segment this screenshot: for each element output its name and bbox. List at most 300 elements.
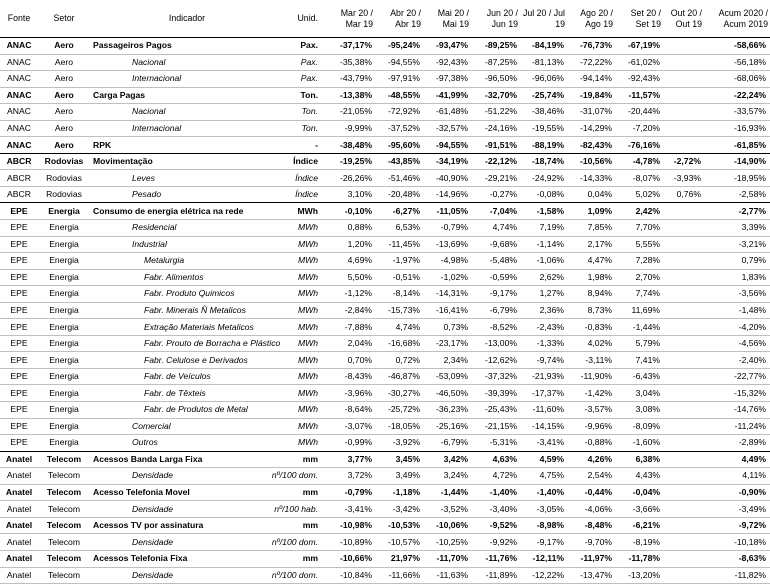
cell-value: -94,14% [567, 71, 615, 88]
cell-acum: 1,83% [710, 269, 770, 286]
cell-unidade: MWh [266, 203, 326, 220]
cell-unidade: Índice [266, 186, 326, 203]
cell-value: -95,24% [375, 38, 423, 55]
table-row [0, 170, 770, 187]
cell-setor: Rodovias [38, 170, 90, 187]
cell-value [663, 319, 704, 336]
cell-value: -25,16% [423, 418, 471, 435]
cell-value: -22,12% [471, 153, 520, 170]
cell-setor: Telecom [38, 501, 90, 518]
cell-value: -9,99% [326, 120, 375, 137]
cell-value: -7,88% [326, 319, 375, 336]
cell-fonte: ANAC [0, 54, 38, 71]
cell-indicador: Internacional [90, 71, 266, 88]
cell-value: -11,63% [423, 567, 471, 584]
header-ago: Ago 20 / Ago 19 [567, 0, 615, 38]
cell-value: -48,55% [375, 87, 423, 104]
cell-unidade: MWh [266, 286, 326, 303]
cell-value: -4,78% [615, 153, 663, 170]
cell-value: -43,79% [326, 71, 375, 88]
cell-value: -10,53% [375, 517, 423, 534]
table-row [0, 286, 770, 303]
cell-value: -18,05% [375, 418, 423, 435]
cell-value: -8,43% [326, 368, 375, 385]
cell-value [663, 435, 704, 452]
cell-value: 0,73% [423, 319, 471, 336]
cell-indicador: Pesado [90, 186, 266, 203]
cell-value [663, 501, 704, 518]
cell-value: -13,38% [326, 87, 375, 104]
cell-value: -31,07% [567, 104, 615, 121]
cell-unidade: MWh [266, 269, 326, 286]
cell-setor: Energia [38, 253, 90, 270]
cell-value [663, 54, 704, 71]
cell-value [663, 203, 704, 220]
cell-value: -13,00% [471, 335, 520, 352]
cell-value: 3,42% [423, 451, 471, 468]
cell-setor: Aero [38, 120, 90, 137]
table-row [0, 220, 770, 237]
cell-value: -21,15% [471, 418, 520, 435]
cell-value: -0,08% [520, 186, 567, 203]
cell-value: -14,31% [423, 286, 471, 303]
cell-setor: Energia [38, 385, 90, 402]
cell-setor: Aero [38, 54, 90, 71]
cell-value: -8,07% [615, 170, 663, 187]
cell-fonte: ANAC [0, 38, 38, 55]
cell-value: 4,74% [375, 319, 423, 336]
cell-value: -21,93% [520, 368, 567, 385]
cell-indicador: Acessos Telefonia Fixa [90, 550, 266, 567]
cell-value: -0,10% [326, 203, 375, 220]
cell-value [663, 137, 704, 154]
cell-value: 2,54% [567, 468, 615, 485]
cell-setor: Telecom [38, 534, 90, 551]
header-unidade: Unid. [266, 0, 326, 38]
cell-value: -15,73% [375, 302, 423, 319]
cell-value: -5,31% [471, 435, 520, 452]
cell-value: -3,52% [423, 501, 471, 518]
cell-value: -0,83% [567, 319, 615, 336]
cell-value: -0,99% [326, 435, 375, 452]
cell-value: -19,55% [520, 120, 567, 137]
cell-acum: 4,49% [710, 451, 770, 468]
cell-value: -53,09% [423, 368, 471, 385]
cell-value: 3,08% [615, 402, 663, 419]
table-row [0, 567, 770, 584]
cell-value: -96,06% [520, 71, 567, 88]
cell-value: -7,20% [615, 120, 663, 137]
cell-value: -8,98% [520, 517, 567, 534]
cell-value: 7,28% [615, 253, 663, 270]
cell-value: -6,21% [615, 517, 663, 534]
cell-unidade: Pax. [266, 71, 326, 88]
cell-value: -32,57% [423, 120, 471, 137]
cell-value: 4,47% [567, 253, 615, 270]
cell-value [663, 286, 704, 303]
cell-unidade: MWh [266, 302, 326, 319]
cell-value: 3,49% [375, 468, 423, 485]
header-jun: Jun 20 / Jun 19 [471, 0, 520, 38]
cell-fonte: Anatel [0, 517, 38, 534]
cell-value: 7,70% [615, 220, 663, 237]
cell-value: 0,72% [375, 352, 423, 369]
cell-value: 3,77% [326, 451, 375, 468]
table-row [0, 104, 770, 121]
cell-value: -8,14% [375, 286, 423, 303]
cell-value [663, 120, 704, 137]
cell-value: -1,44% [615, 319, 663, 336]
cell-value [663, 402, 704, 419]
cell-value: -8,64% [326, 402, 375, 419]
cell-value: -9,74% [520, 352, 567, 369]
cell-value: 4,63% [471, 451, 520, 468]
cell-value: -0,51% [375, 269, 423, 286]
cell-value [663, 71, 704, 88]
cell-value: 4,02% [567, 335, 615, 352]
cell-value: 0,88% [326, 220, 375, 237]
table-row [0, 484, 770, 501]
cell-value: -43,85% [375, 153, 423, 170]
cell-value: -2,72% [663, 153, 704, 170]
cell-value: -3,41% [520, 435, 567, 452]
cell-unidade: Índice [266, 170, 326, 187]
cell-value: -61,02% [615, 54, 663, 71]
cell-value: 0,04% [567, 186, 615, 203]
cell-setor: Telecom [38, 484, 90, 501]
cell-setor: Energia [38, 302, 90, 319]
cell-setor: Telecom [38, 517, 90, 534]
cell-value: -11,57% [615, 87, 663, 104]
cell-unidade: nº/100 hab. [266, 501, 326, 518]
cell-value: -81,13% [520, 54, 567, 71]
cell-setor: Energia [38, 352, 90, 369]
cell-value: 11,69% [615, 302, 663, 319]
cell-value: -0,79% [423, 220, 471, 237]
table-row [0, 203, 770, 220]
cell-value: -51,22% [471, 104, 520, 121]
cell-value: -13,47% [567, 567, 615, 584]
cell-indicador: Extração Materiais Metalicos [90, 319, 266, 336]
cell-fonte: ABCR [0, 153, 38, 170]
cell-value: -11,70% [423, 550, 471, 567]
cell-value [663, 567, 704, 584]
cell-value: -3,42% [375, 501, 423, 518]
cell-value: 6,53% [375, 220, 423, 237]
cell-value: -3,93% [663, 170, 704, 187]
cell-value: -41,99% [423, 87, 471, 104]
cell-indicador: Metalurgia [90, 253, 266, 270]
cell-unidade: Ton. [266, 87, 326, 104]
cell-indicador: Fabr. Produto Quimicos [90, 286, 266, 303]
table-row [0, 302, 770, 319]
cell-value: -11,45% [375, 236, 423, 253]
cell-value: 2,34% [423, 352, 471, 369]
cell-unidade: nº/100 dom. [266, 567, 326, 584]
cell-acum: -68,06% [710, 71, 770, 88]
cell-indicador: Acesso Telefonia Movel [90, 484, 266, 501]
cell-indicador: Outros [90, 435, 266, 452]
cell-value: -0,44% [567, 484, 615, 501]
cell-value: 2,36% [520, 302, 567, 319]
cell-value: -14,29% [567, 120, 615, 137]
cell-value: -8,48% [567, 517, 615, 534]
cell-value [663, 534, 704, 551]
cell-acum: -15,32% [710, 385, 770, 402]
cell-setor: Energia [38, 286, 90, 303]
cell-fonte: Anatel [0, 484, 38, 501]
cell-fonte: Anatel [0, 550, 38, 567]
table-row [0, 435, 770, 452]
table-row [0, 402, 770, 419]
cell-value: -4,06% [567, 501, 615, 518]
cell-value: -37,17% [326, 38, 375, 55]
cell-value: 4,72% [471, 468, 520, 485]
cell-value: -16,68% [375, 335, 423, 352]
cell-indicador: Nacional [90, 104, 266, 121]
cell-value: -92,43% [615, 71, 663, 88]
cell-value: -19,25% [326, 153, 375, 170]
cell-indicador: Industrial [90, 236, 266, 253]
cell-fonte: ANAC [0, 120, 38, 137]
cell-fonte: Anatel [0, 451, 38, 468]
cell-setor: Telecom [38, 567, 90, 584]
cell-indicador: Nacional [90, 54, 266, 71]
cell-indicador: Fabr. Minerais Ñ Metalicos [90, 302, 266, 319]
table-row [0, 71, 770, 88]
table-row [0, 153, 770, 170]
cell-fonte: ANAC [0, 104, 38, 121]
cell-fonte: EPE [0, 402, 38, 419]
cell-value: -1,60% [615, 435, 663, 452]
cell-value: -91,51% [471, 137, 520, 154]
cell-value: -9,96% [567, 418, 615, 435]
cell-fonte: Anatel [0, 534, 38, 551]
cell-value: -32,70% [471, 87, 520, 104]
cell-value: -25,74% [520, 87, 567, 104]
cell-unidade: mm [266, 451, 326, 468]
cell-value: 0,70% [326, 352, 375, 369]
cell-value [663, 484, 704, 501]
cell-value: -95,60% [375, 137, 423, 154]
cell-value: -11,76% [471, 550, 520, 567]
cell-value [663, 104, 704, 121]
cell-unidade: mm [266, 484, 326, 501]
cell-fonte: EPE [0, 435, 38, 452]
cell-value: 4,74% [471, 220, 520, 237]
cell-value: -38,46% [520, 104, 567, 121]
cell-value: -3,92% [375, 435, 423, 452]
cell-fonte: ANAC [0, 87, 38, 104]
cell-value: -10,25% [423, 534, 471, 551]
cell-value: -26,26% [326, 170, 375, 187]
cell-unidade: MWh [266, 220, 326, 237]
cell-acum: 4,11% [710, 468, 770, 485]
cell-setor: Energia [38, 368, 90, 385]
cell-value: -11,90% [567, 368, 615, 385]
cell-value: -11,97% [567, 550, 615, 567]
cell-value: -11,05% [423, 203, 471, 220]
cell-value: 0,76% [663, 186, 704, 203]
cell-fonte: Anatel [0, 468, 38, 485]
cell-value: -30,27% [375, 385, 423, 402]
cell-unidade: MWh [266, 319, 326, 336]
cell-value: 5,79% [615, 335, 663, 352]
cell-value: 2,70% [615, 269, 663, 286]
cell-fonte: EPE [0, 286, 38, 303]
cell-value: 8,94% [567, 286, 615, 303]
cell-setor: Energia [38, 335, 90, 352]
cell-value: -96,50% [471, 71, 520, 88]
cell-unidade: mm [266, 550, 326, 567]
cell-value: -10,66% [326, 550, 375, 567]
cell-value: -10,84% [326, 567, 375, 584]
table-row [0, 385, 770, 402]
cell-value [663, 87, 704, 104]
cell-value: -36,23% [423, 402, 471, 419]
cell-setor: Rodovias [38, 153, 90, 170]
cell-indicador: Fabr. de Veículos [90, 368, 266, 385]
cell-indicador: Fabr. de Produtos de Metal [90, 402, 266, 419]
cell-value: 4,26% [567, 451, 615, 468]
cell-value: 3,24% [423, 468, 471, 485]
cell-acum: -22,24% [710, 87, 770, 104]
cell-value: -21,05% [326, 104, 375, 121]
cell-fonte: EPE [0, 302, 38, 319]
cell-value: -29,21% [471, 170, 520, 187]
cell-value: -14,33% [567, 170, 615, 187]
cell-value: -1,40% [471, 484, 520, 501]
cell-value: 5,50% [326, 269, 375, 286]
cell-value [663, 236, 704, 253]
cell-value: 3,04% [615, 385, 663, 402]
cell-value: -13,69% [423, 236, 471, 253]
cell-setor: Energia [38, 402, 90, 419]
cell-value: -94,55% [375, 54, 423, 71]
cell-indicador: Residencial [90, 220, 266, 237]
cell-value: -16,41% [423, 302, 471, 319]
cell-value: -11,66% [375, 567, 423, 584]
cell-indicador: Movimentação [90, 153, 266, 170]
table-row [0, 501, 770, 518]
cell-value [663, 550, 704, 567]
cell-acum: -4,20% [710, 319, 770, 336]
table-row [0, 352, 770, 369]
header-set: Set 20 / Set 19 [615, 0, 663, 38]
cell-unidade: MWh [266, 385, 326, 402]
cell-value [663, 269, 704, 286]
cell-unidade: - [266, 137, 326, 154]
cell-acum: -8,63% [710, 550, 770, 567]
cell-value: -2,84% [326, 302, 375, 319]
cell-value: -6,79% [471, 302, 520, 319]
cell-value: -3,57% [567, 402, 615, 419]
cell-value: -10,57% [375, 534, 423, 551]
cell-value: -38,48% [326, 137, 375, 154]
cell-acum: -11,82% [710, 567, 770, 584]
cell-setor: Rodovias [38, 186, 90, 203]
cell-value: -14,96% [423, 186, 471, 203]
cell-acum: -2,58% [710, 186, 770, 203]
cell-unidade: MWh [266, 402, 326, 419]
table-row [0, 54, 770, 71]
cell-value: 3,45% [375, 451, 423, 468]
cell-value: 3,72% [326, 468, 375, 485]
table-body [0, 38, 770, 584]
cell-value: -14,15% [520, 418, 567, 435]
table-row [0, 451, 770, 468]
cell-value: 2,42% [615, 203, 663, 220]
cell-setor: Aero [38, 104, 90, 121]
cell-fonte: ABCR [0, 170, 38, 187]
cell-value: -93,47% [423, 38, 471, 55]
cell-value: 8,73% [567, 302, 615, 319]
table-row [0, 236, 770, 253]
cell-acum: -3,56% [710, 286, 770, 303]
cell-value: -46,50% [423, 385, 471, 402]
header-abr: Abr 20 / Abr 19 [375, 0, 423, 38]
cell-value: 5,55% [615, 236, 663, 253]
cell-value: -11,89% [471, 567, 520, 584]
cell-value: -24,92% [520, 170, 567, 187]
cell-value: -67,19% [615, 38, 663, 55]
cell-fonte: EPE [0, 220, 38, 237]
cell-value [663, 38, 704, 55]
cell-value: 4,59% [520, 451, 567, 468]
cell-value [663, 517, 704, 534]
cell-value: -1,44% [423, 484, 471, 501]
cell-acum: -33,57% [710, 104, 770, 121]
cell-unidade: Ton. [266, 104, 326, 121]
cell-value: -0,59% [471, 269, 520, 286]
cell-acum: -22,77% [710, 368, 770, 385]
cell-value: -97,38% [423, 71, 471, 88]
cell-value: -1,18% [375, 484, 423, 501]
cell-indicador: Fabr. Celulose e Derivados [90, 352, 266, 369]
cell-value: -4,98% [423, 253, 471, 270]
cell-value: -88,19% [520, 137, 567, 154]
cell-value [663, 385, 704, 402]
cell-fonte: ANAC [0, 137, 38, 154]
cell-acum: -14,90% [710, 153, 770, 170]
cell-value: -8,09% [615, 418, 663, 435]
cell-unidade: Pax. [266, 38, 326, 55]
cell-value: -12,22% [520, 567, 567, 584]
cell-value [663, 418, 704, 435]
cell-fonte: EPE [0, 368, 38, 385]
cell-value: -34,19% [423, 153, 471, 170]
cell-value: -46,87% [375, 368, 423, 385]
cell-value: -11,60% [520, 402, 567, 419]
cell-indicador: Passageiros Pagos [90, 38, 266, 55]
table-row [0, 550, 770, 567]
cell-value: -3,66% [615, 501, 663, 518]
cell-value: -1,40% [520, 484, 567, 501]
cell-fonte: ABCR [0, 186, 38, 203]
cell-value: 1,20% [326, 236, 375, 253]
cell-value [663, 468, 704, 485]
cell-acum: -2,40% [710, 352, 770, 369]
cell-setor: Telecom [38, 550, 90, 567]
cell-setor: Telecom [38, 451, 90, 468]
cell-unidade: MWh [266, 368, 326, 385]
cell-acum: -3,49% [710, 501, 770, 518]
cell-indicador: Fabr. Prouto de Borracha e Plástico [90, 335, 266, 352]
cell-value: -2,43% [520, 319, 567, 336]
cell-value: -3,05% [520, 501, 567, 518]
cell-value: -39,39% [471, 385, 520, 402]
cell-indicador: Acessos Banda Larga Fixa [90, 451, 266, 468]
